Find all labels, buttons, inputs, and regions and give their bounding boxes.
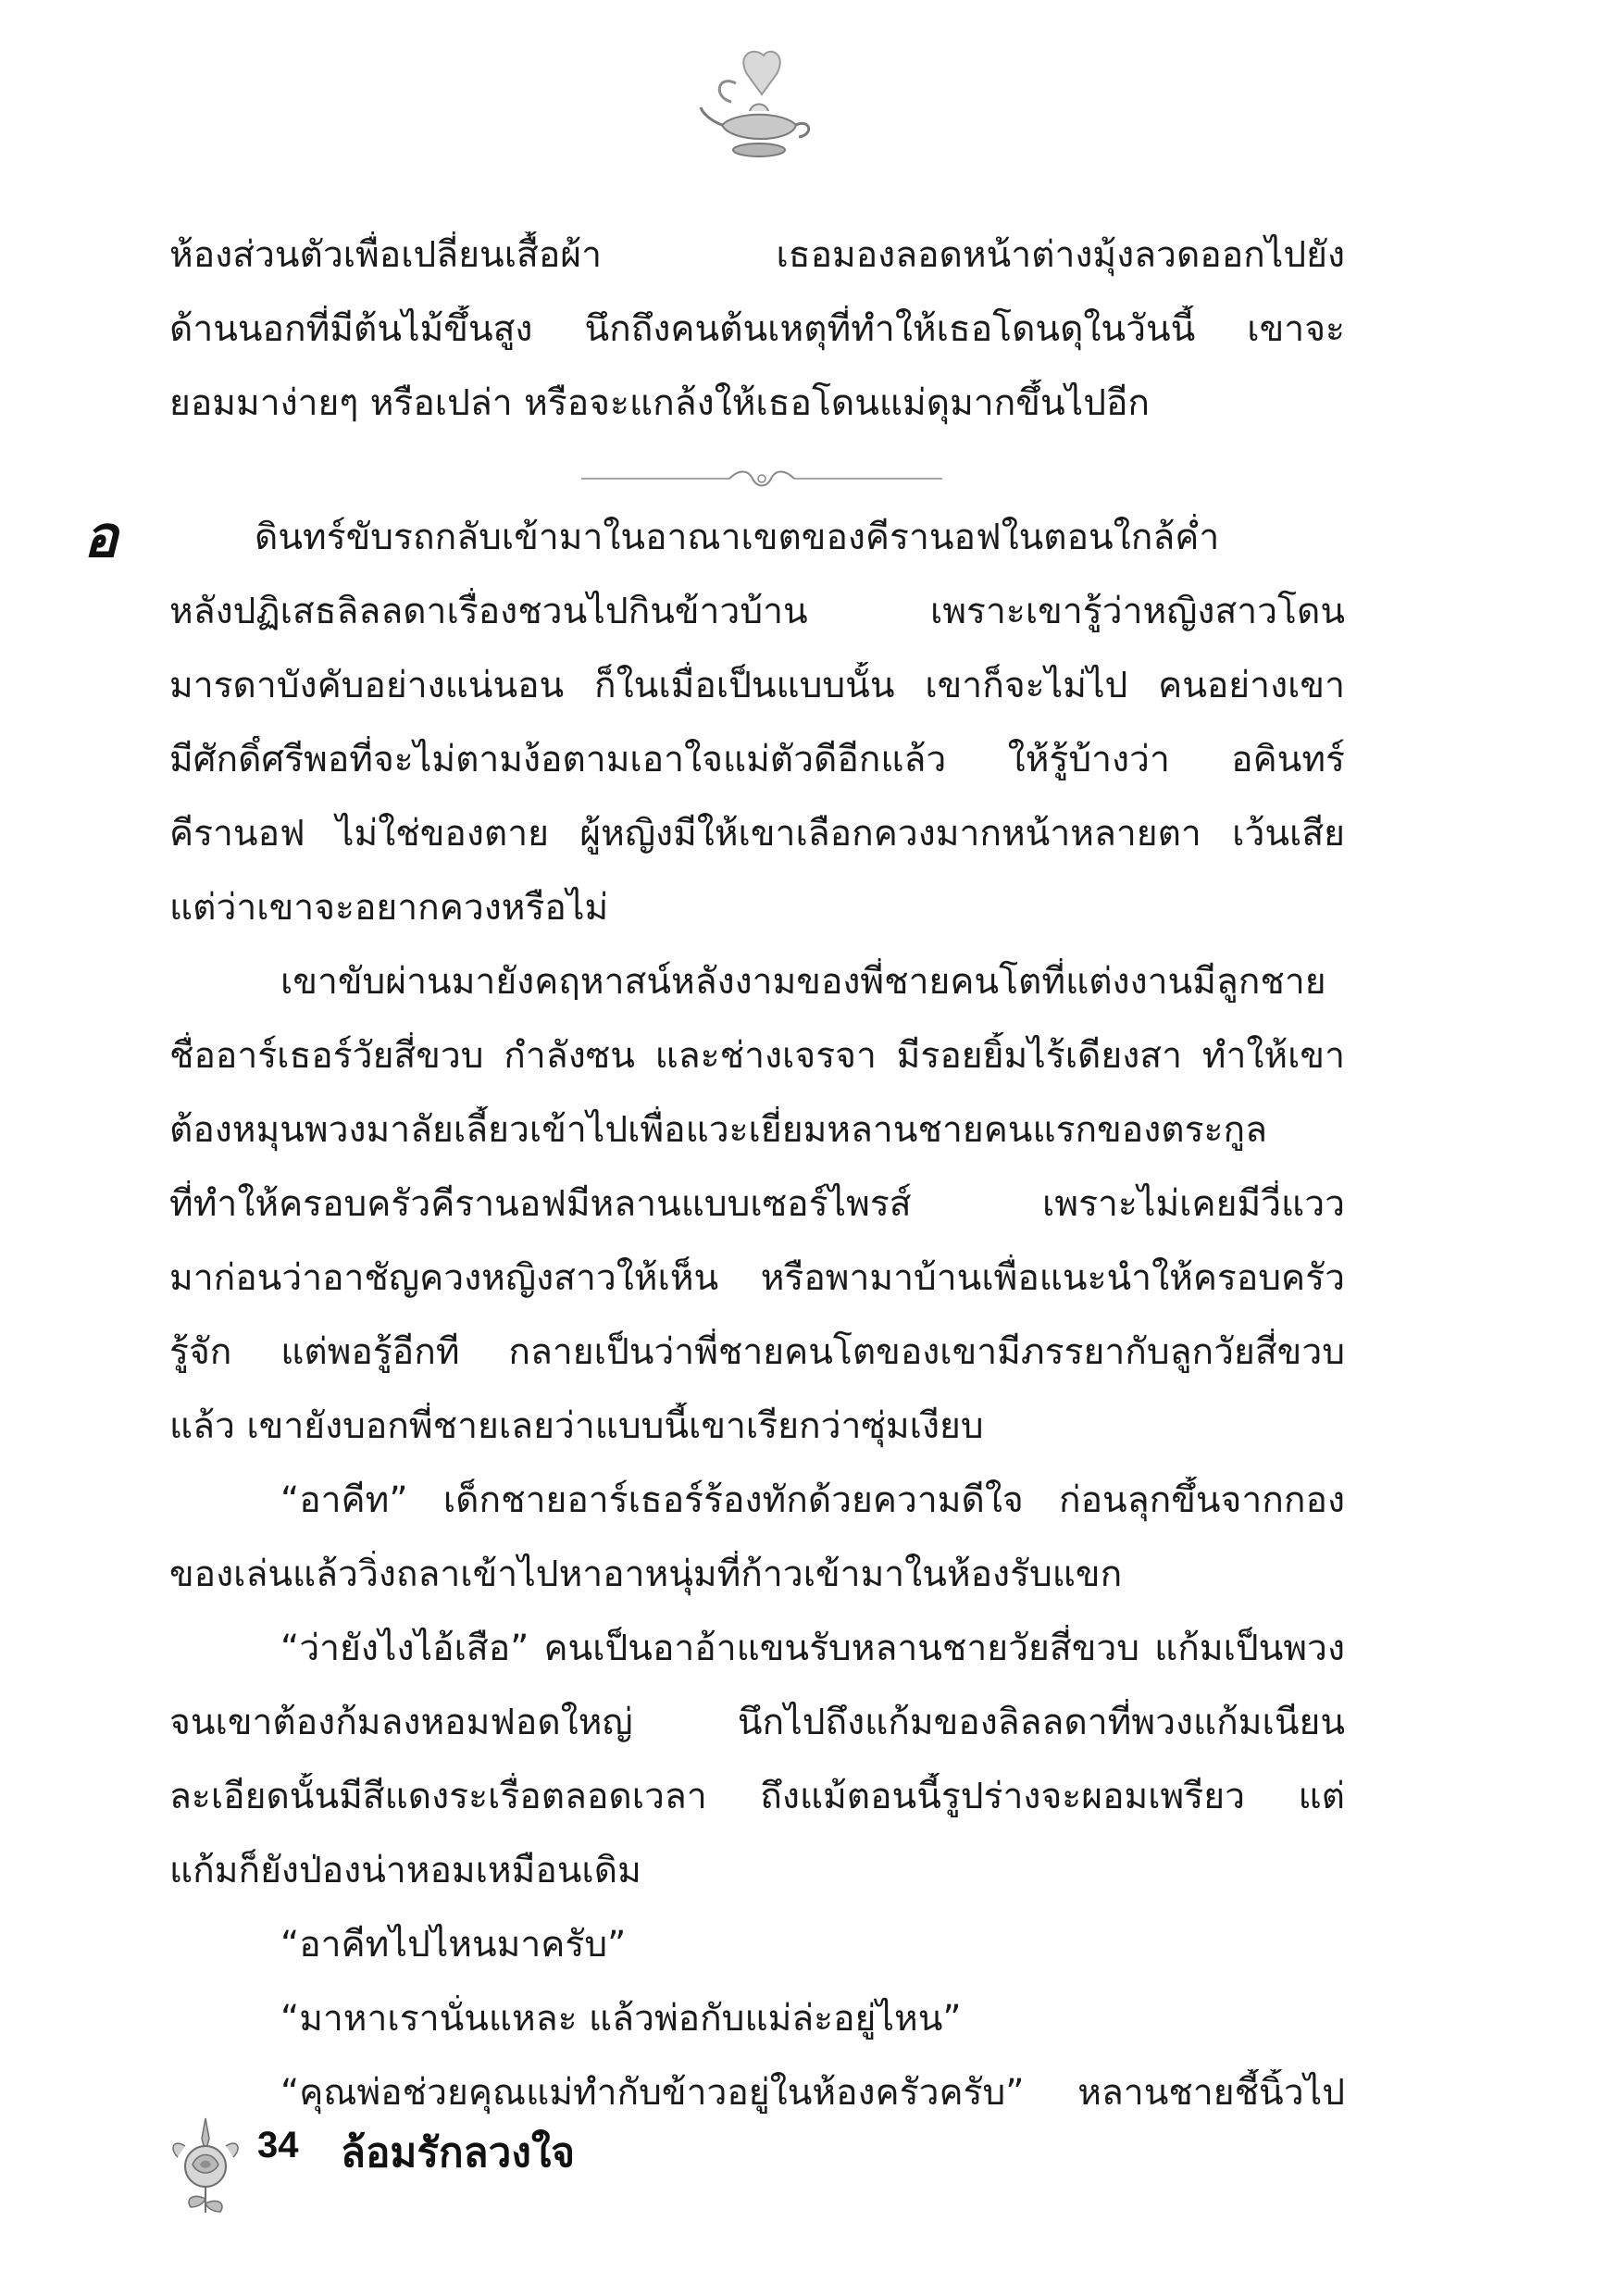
text-line: ด้านนอกที่มีต้นไม้ขึ้นสูง นึกถึงคนต้นเหตุที่ทำให้เธอโดนดุในวันนี้ เขาจะ	[169, 308, 1345, 350]
text-line: มารดาบังคับอย่างแน่นอน ก็ในเมื่อเป็นแบบนั้น เขาก็จะไม่ไป คนอย่างเขา	[169, 665, 1345, 706]
text-line: เขาขับผ่านมายังคฤหาสน์หลังงามของพี่ชายคนโตที่แต่งงานมีลูกชาย	[280, 961, 1326, 1003]
text-line: จนเขาต้องก้มลงหอมฟอดใหญ่ นึกไปถึงแก้มของลิลลดาที่พวงแก้มเนียน	[169, 1702, 1345, 1743]
text-line: “อาคีทไปไหนมาครับ”	[280, 1924, 627, 1965]
text-line: ละเอียดนั้นมีสีแดงระเรื่อตลอดเวลา ถึงแม้ตอนนี้รูปร่างจะผอมเพรียว แต่	[169, 1776, 1345, 1817]
text-line: คีรานอฟ ไม่ใช่ของตาย ผู้หญิงมีให้เขาเลือกควงมากหน้าหลายตา เว้นเสีย	[169, 813, 1345, 855]
text-line: “ว่ายังไงไอ้เสือ” คนเป็นอาอ้าแขนรับหลานชายวัยสี่ขวบ แก้มเป็นพวง	[280, 1628, 1345, 1669]
text-line: ต้องหมุนพวงมาลัยเลี้ยวเข้าไปเพื่อแวะเยี่ยมหลานชายคนแรกของตระกูล	[169, 1109, 1267, 1151]
text-line: ชื่ออาร์เธอร์วัยสี่ขวบ กำลังซน และช่างเจรจา มีรอยยิ้มไร้เดียงสา ทำให้เขา	[169, 1035, 1345, 1077]
text-line: ที่ทำให้ครอบครัวคีรานอฟมีหลานแบบเซอร์ไพรส์ เพราะไม่เคยมีวี่แวว	[169, 1183, 1345, 1225]
rose-ornament-icon	[165, 2111, 246, 2227]
text-line: ของเล่นแล้ววิ่งถลาเข้าไปหาอาหนุ่มที่ก้าวเข้ามาในห้องรับแขก	[169, 1554, 1123, 1595]
text-line: แล้ว เขายังบอกพี่ชายเลยว่าแบบนี้เขาเรียกว่าซุ่มเงียบ	[169, 1405, 984, 1447]
text-line: หลังปฏิเสธลิลลดาเรื่องชวนไปกินข้าวบ้าน เพราะเขารู้ว่าหญิงสาวโดน	[169, 591, 1345, 632]
text-line: มีศักดิ์ศรีพอที่จะไม่ตามง้อตามเอาใจแม่ตัวดีอีกแล้ว ให้รู้บ้างว่า อคินทร์	[169, 739, 1345, 780]
text-line: ห้องส่วนตัวเพื่อเปลี่ยนเสื้อผ้า เธอมองลอดหน้าต่างมุ้งลวดออกไปยัง	[169, 234, 1345, 276]
text-line: รู้จัก แต่พอรู้อีกที กลายเป็นว่าพี่ชายคนโตของเขามีภรรยากับลูกวัยสี่ขวบ	[169, 1331, 1345, 1373]
genie-lamp-heart-icon	[699, 46, 819, 171]
text-line: แต่ว่าเขาจะอยากควงหรือไม่	[169, 887, 609, 929]
text-line: มาก่อนว่าอาชัญควงหญิงสาวให้เห็น หรือพามาบ้านเพื่อแนะนำให้ครอบครัว	[169, 1257, 1345, 1299]
text-line: ดินทร์ขับรถกลับเข้ามาในอาณาเขตของคีรานอฟในตอนใกล้ค่ำ	[255, 517, 1220, 558]
text-line: ยอมมาง่ายๆ หรือเปล่า หรือจะแกล้งให้เธอโดนแม่ดุมากขึ้นไปอีก	[169, 382, 1151, 424]
page-number: 34	[257, 2125, 299, 2165]
text-line: “อาคีท” เด็กชายอาร์เธอร์ร้องทักด้วยความดีใจ ก่อนลุกขึ้นจากกอง	[280, 1479, 1345, 1521]
text-line: “คุณพ่อช่วยคุณแม่ทำกับข้าวอยู่ในห้องครัวครับ” หลานชายชี้นิ้วไป	[280, 2072, 1345, 2114]
section-divider-ornament	[581, 465, 942, 493]
text-line: “มาหาเรานั่นแหละ แล้วพ่อกับแม่ล่ะอยู่ไหน”	[280, 1998, 962, 2040]
drop-cap-letter: อ	[83, 503, 118, 570]
book-title: ล้อมรักลวงใจ	[341, 2129, 576, 2177]
text-line: แก้มก็ยังป่องน่าหอมเหมือนเดิม	[169, 1850, 641, 1891]
